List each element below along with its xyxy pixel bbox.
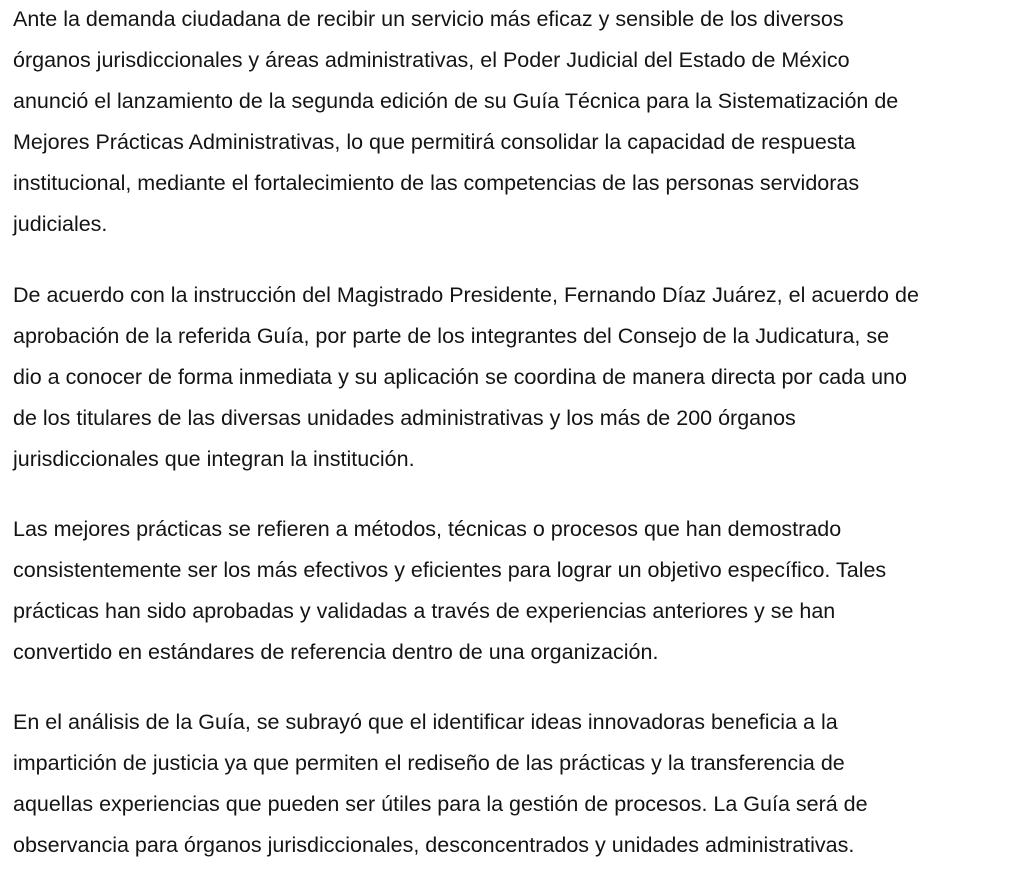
paragraph-line: órganos jurisdiccionales y áreas administrativas, el Poder Judicial del Estado de México	[13, 48, 850, 72]
paragraph-line: jurisdiccionales que integran la institución.	[13, 447, 415, 471]
paragraph-line: Las mejores prácticas se refieren a métodos, técnicas o procesos que han demostrado	[13, 517, 842, 541]
paragraph-line: dio a conocer de forma inmediata y su aplicación se coordina de manera directa por cada uno	[13, 365, 907, 389]
paragraph-line: Ante la demanda ciudadana de recibir un servicio más eficaz y sensible de los diversos	[13, 7, 844, 31]
paragraph-line: En el análisis de la Guía, se subrayó que el identificar ideas innovadoras beneficia a la	[13, 710, 838, 734]
paragraph-line: impartición de justicia ya que permiten el rediseño de las prácticas y la transferencia de	[13, 751, 845, 775]
paragraph-line: anunció el lanzamiento de la segunda edición de su Guía Técnica para la Sistematización de	[13, 89, 899, 113]
paragraph-line: judiciales.	[13, 212, 108, 236]
paragraph-line: institucional, mediante el fortalecimiento de las competencias de las personas servidoras	[13, 171, 860, 195]
paragraph-line: aprobación de la referida Guía, por parte de los integrantes del Consejo de la Judicatura, se	[13, 324, 890, 348]
paragraph-line: convertido en estándares de referencia dentro de una organización.	[13, 640, 659, 664]
paragraph-line: aquellas experiencias que pueden ser útiles para la gestión de procesos. La Guía será de	[13, 792, 868, 816]
paragraph-line: consistentemente ser los más efectivos y eficientes para lograr un objetivo específico. Tales	[13, 558, 887, 582]
paragraph-line: prácticas han sido aprobadas y validadas a través de experiencias anteriores y se han	[13, 599, 836, 623]
paragraph-line: Mejores Prácticas Administrativas, lo que permitirá consolidar la capacidad de respuesta	[13, 130, 856, 154]
paragraph-line: de los titulares de las diversas unidades administrativas y los más de 200 órganos	[13, 406, 796, 430]
paragraph-line: De acuerdo con la instrucción del Magistrado Presidente, Fernando Díaz Juárez, el acuerdo de	[13, 283, 919, 307]
paragraph-line: observancia para órganos jurisdiccionales, desconcentrados y unidades administrativas.	[13, 833, 855, 857]
